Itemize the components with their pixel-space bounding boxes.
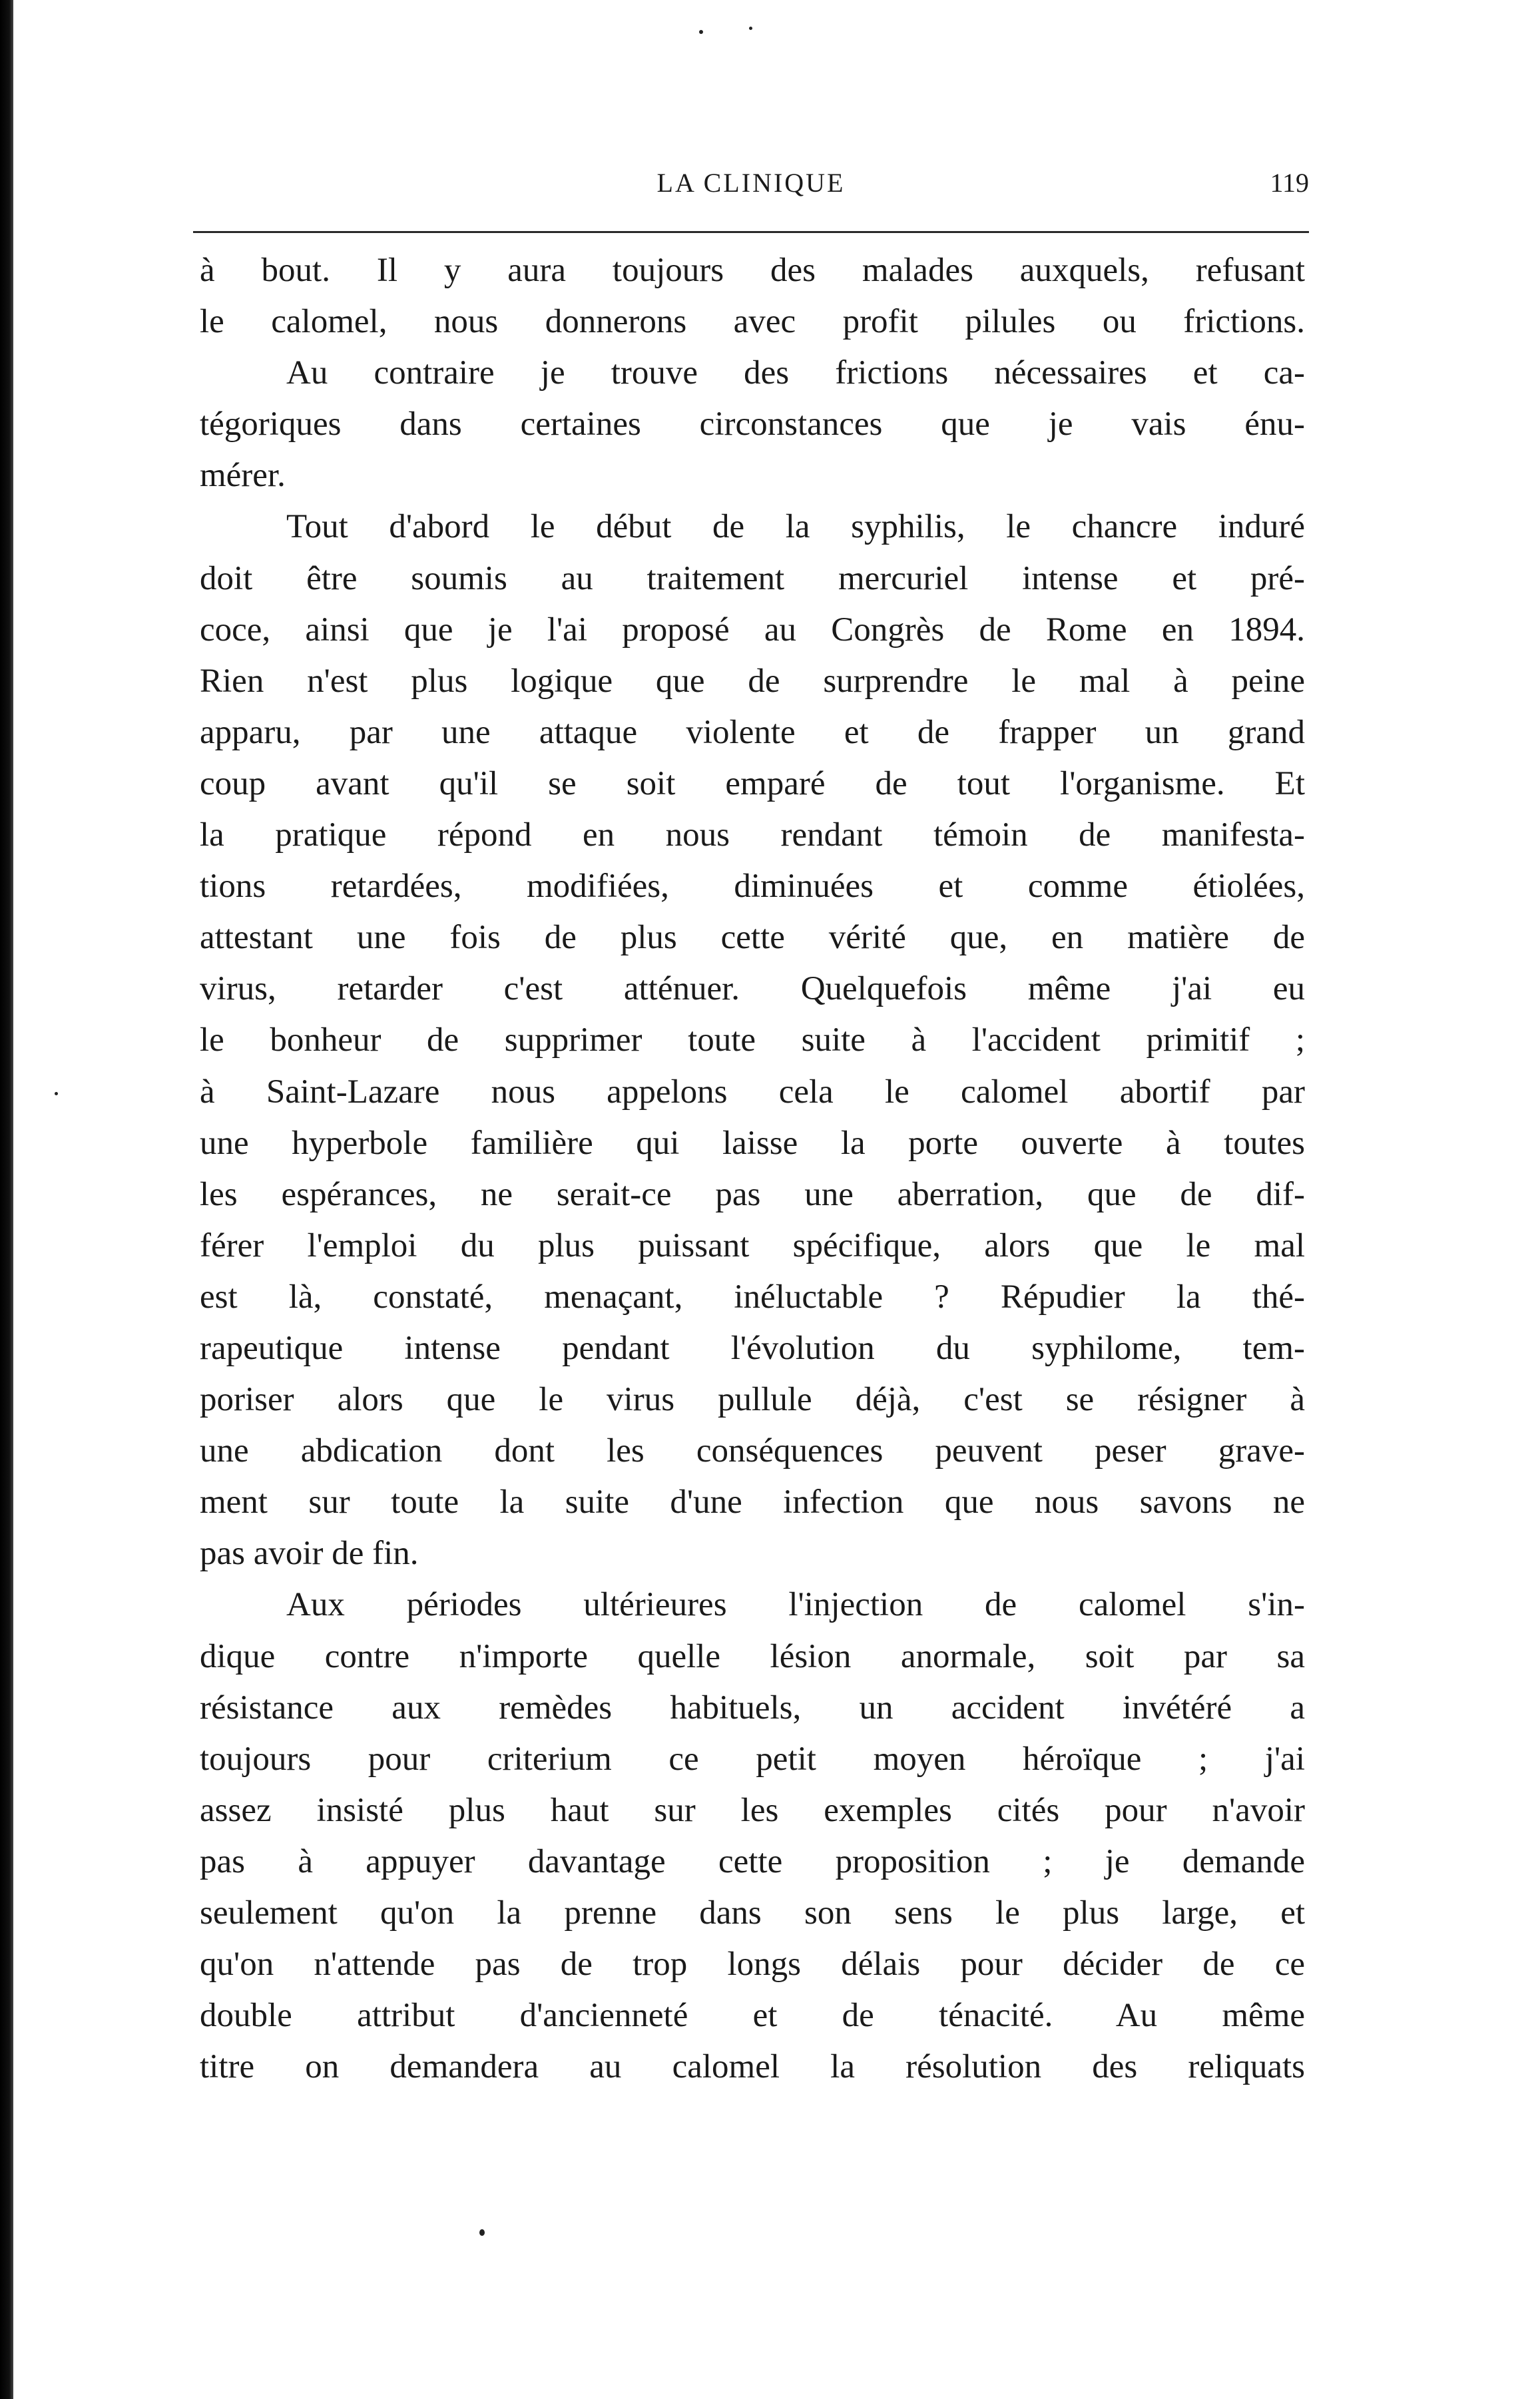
text-line: le bonheur de supprimer toute suite à l'accident primitif ; [200,1021,1305,1059]
text-line: coce, ainsi que je l'ai proposé au Congrès de Rome en 1894. [200,611,1305,649]
text-line: assez insisté plus haut sur les exemples cités pour n'avoir [200,1791,1305,1829]
text-line: tions retardées, modifiées, diminuées et comme étiolées, [200,868,1305,906]
text-line: la pratique répond en nous rendant témoin de manifesta- [200,816,1305,854]
text-line: toujours pour criterium ce petit moyen héroïque ; j'ai [200,1740,1305,1778]
text-line: Rien n'est plus logique que de surprendre le mal à peine [200,662,1305,700]
text-line: une hyperbole familière qui laisse la porte ouverte à toutes [200,1124,1305,1162]
text-line: poriser alors que le virus pullule déjà, c'est se résigner à [200,1381,1305,1419]
text-line: titre on demandera au calomel la résolution des reliquats [200,2048,1305,2086]
binding-edge [0,0,13,2399]
text-line: double attribut d'ancienneté et de ténacité. Au même [200,1997,1305,2035]
scan-speck [55,1092,58,1095]
text-line: ment sur toute la suite d'une infection que nous savons ne [200,1483,1305,1521]
text-line: coup avant qu'il se soit emparé de tout l'organisme. Et [200,764,1305,802]
text-line: seulement qu'on la prenne dans son sens le plus large, et [200,1894,1305,1932]
text-line: Tout d'abord le début de la syphilis, le chancre induré [286,508,1305,546]
text-line: Aux périodes ultérieures l'injection de calomel s'in- [286,1586,1305,1624]
text-line: qu'on n'attende pas de trop longs délais pour décider de ce [200,1946,1305,1984]
text-line: doit être soumis au traitement mercuriel intense et pré- [200,559,1305,597]
text-line: Au contraire je trouve des frictions nécessaires et ca- [286,354,1305,392]
text-line: apparu, par une attaque violente et de frapper un grand [200,713,1305,751]
text-line: le calomel, nous donnerons avec profit pilules ou frictions. [200,303,1305,341]
text-line: attestant une fois de plus cette vérité que, en matière de [200,919,1305,957]
text-line: virus, retarder c'est atténuer. Quelquefois même j'ai eu [200,970,1305,1008]
scan-speck [749,27,752,30]
scan-speck [479,2229,485,2236]
text-line: dique contre n'importe quelle lésion anormale, soit par sa [200,1637,1305,1675]
text-line: résistance aux remèdes habituels, un accident invétéré a [200,1689,1305,1727]
page-header [193,160,1309,206]
text-line: tégoriques dans certaines circonstances que je vais énu- [200,405,1305,443]
text-line: pas avoir de fin. [200,1535,419,1573]
body-text [200,245,1305,2093]
text-line: mérer. [200,457,286,495]
text-line: les espérances, ne serait-ce pas une aberration, que de dif- [200,1175,1305,1213]
text-line: à Saint-Lazare nous appelons cela le calomel abortif par [200,1073,1305,1111]
running-title: LA CLINIQUE [656,168,846,198]
text-line: est là, constaté, menaçant, inéluctable ? Répudier la thé- [200,1278,1305,1316]
scan-speck [699,30,703,34]
text-line: férer l'emploi du plus puissant spécifique, alors que le mal [200,1226,1305,1264]
page-number: 119 [1270,168,1309,198]
text-line: pas à appuyer davantage cette proposition ; je demande [200,1842,1305,1880]
text-line: une abdication dont les conséquences peuvent peser grave- [200,1432,1305,1470]
text-line: rapeutique intense pendant l'évolution du syphilome, tem- [200,1329,1305,1367]
text-line: à bout. Il y aura toujours des malades auxquels, refusant [200,252,1305,289]
header-rule [193,231,1309,233]
